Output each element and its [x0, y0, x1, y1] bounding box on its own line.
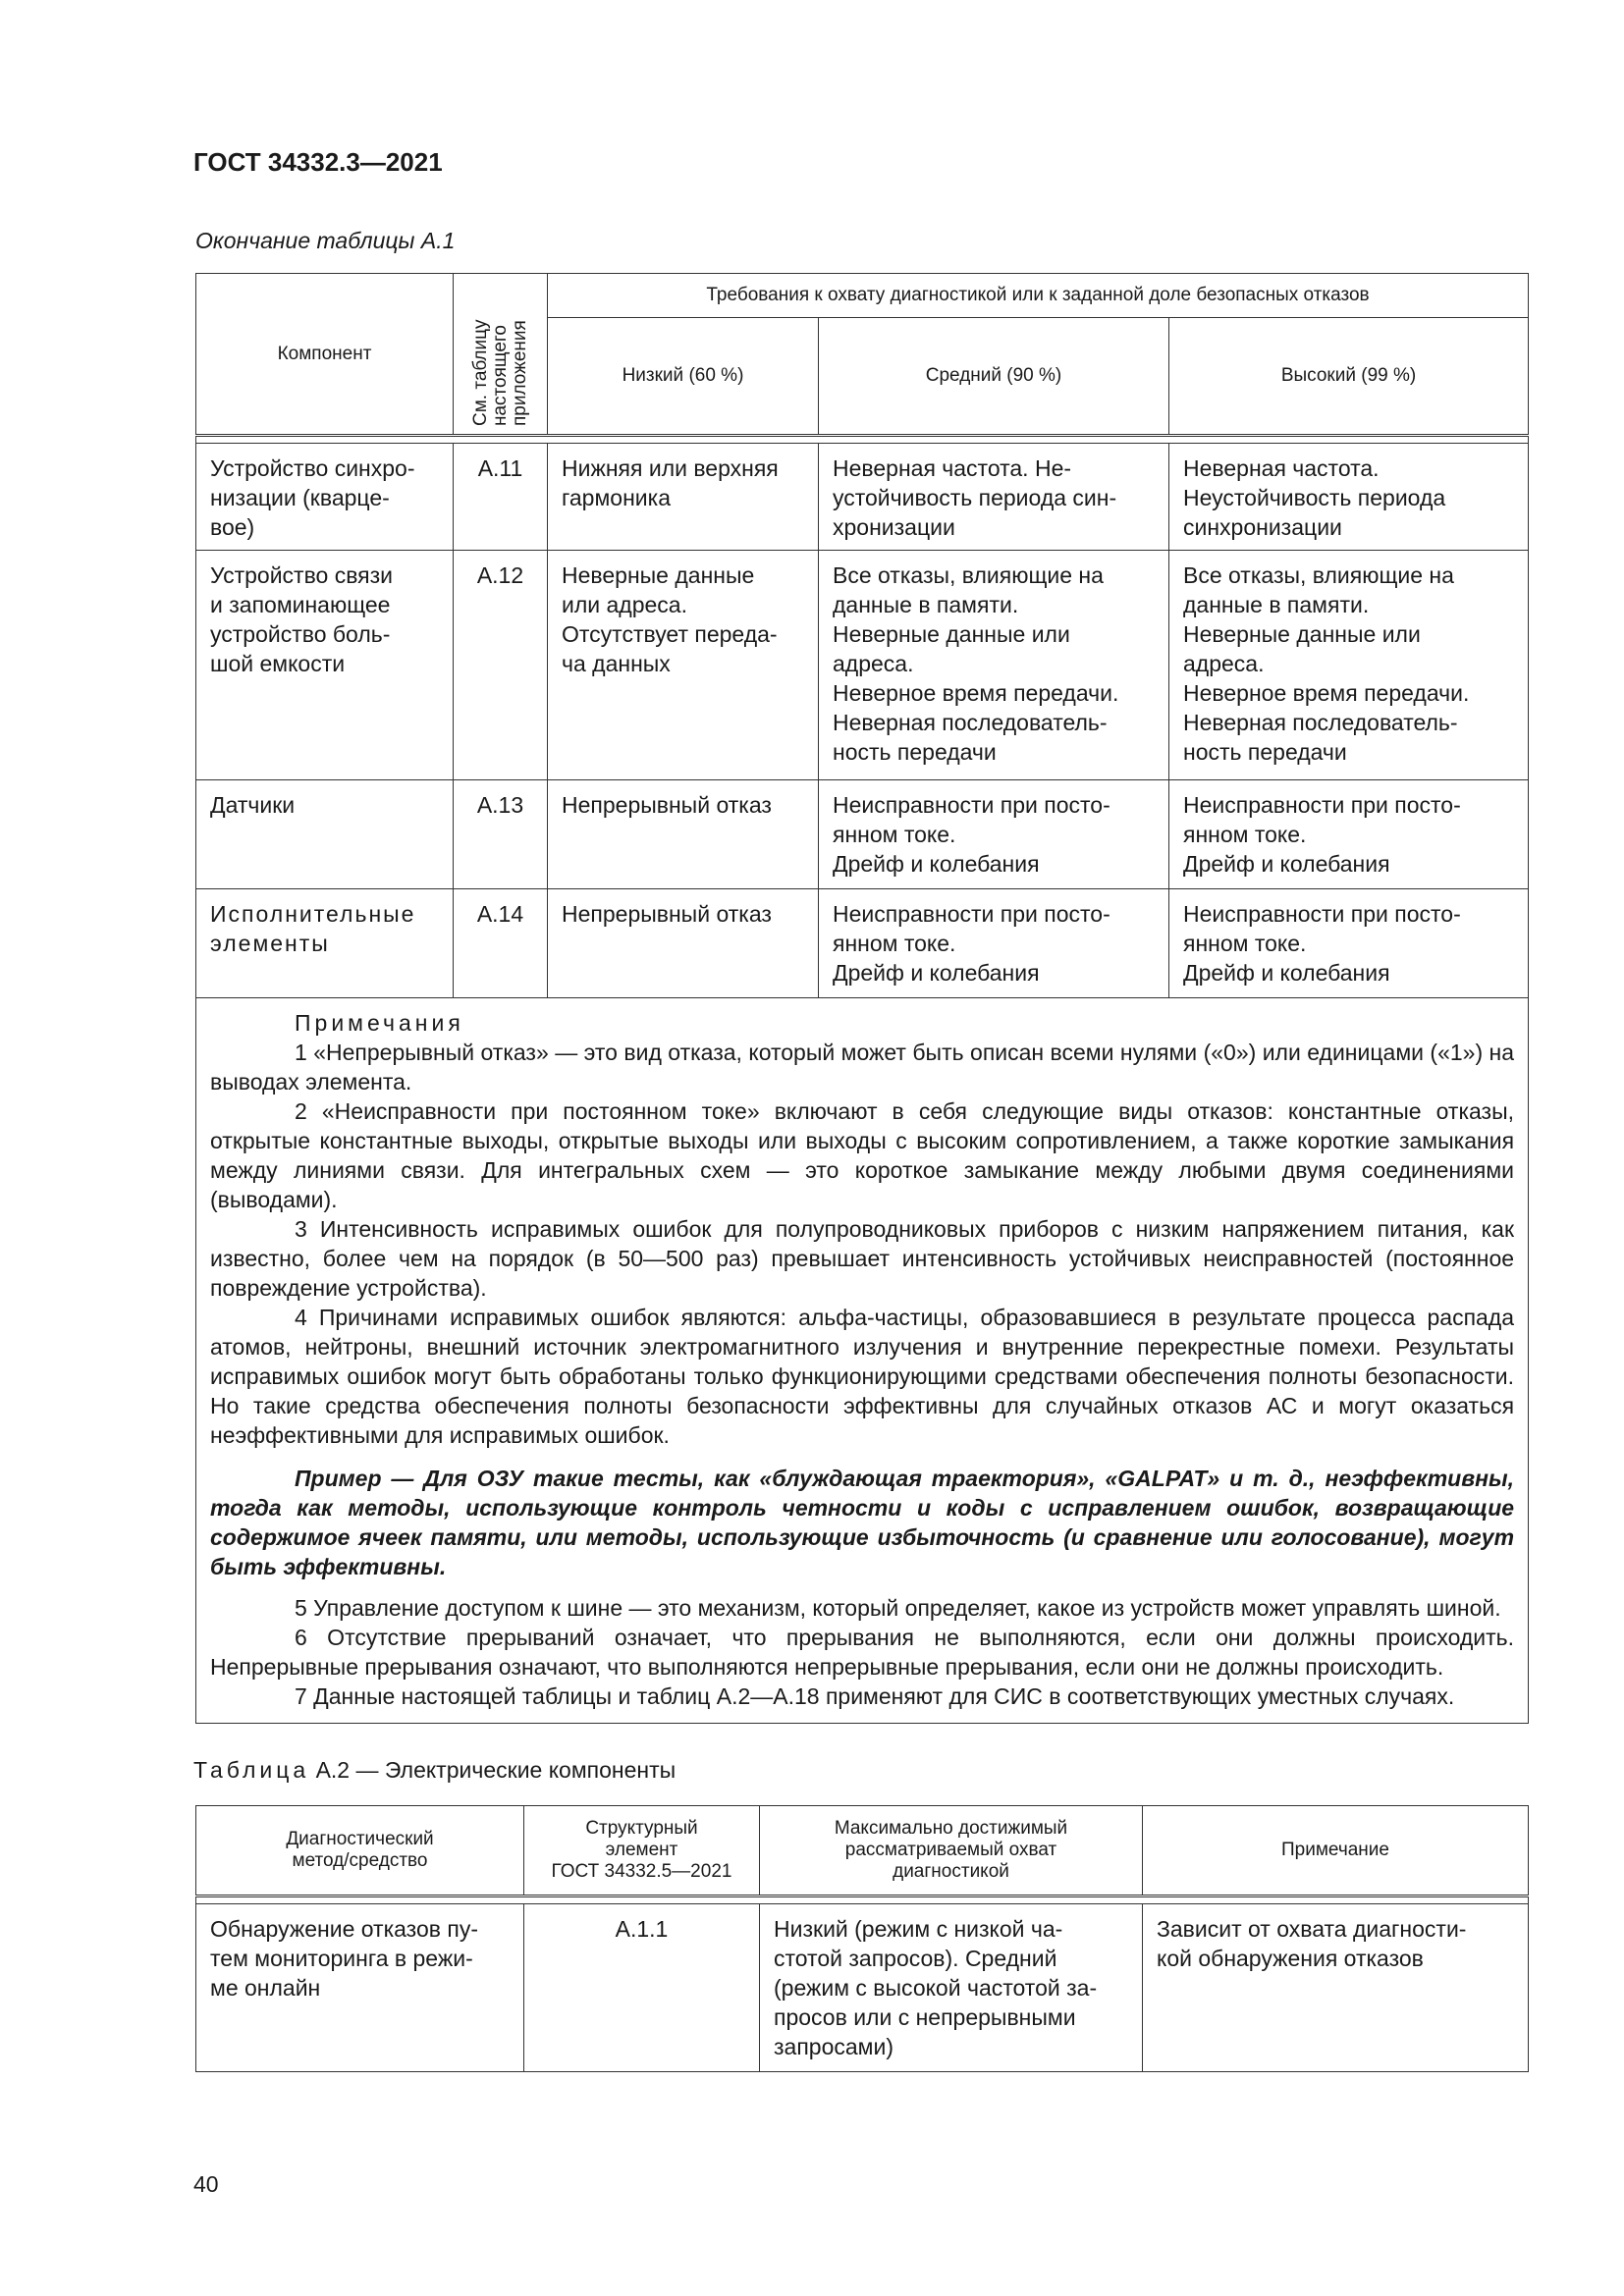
header-method: Диагностический метод/средство	[196, 1806, 524, 1896]
note-7: 7 Данные настоящей таблицы и таблиц А.2—А.18 применяют для СИС в соответствующих уместных случаях.	[295, 1683, 1455, 1709]
note-6: 6 Отсутствие прерываний означает, что прерывания не выполняются, если они должны происходить. Непрерывные прерывания означают, что выполняются непрерывные прерывания, если они не должны происходить.	[210, 1625, 1515, 1680]
cell-mid: Неверная частота. Не- устойчивость периода син- хронизации	[819, 444, 1169, 551]
header-high: Высокий (99 %)	[1169, 318, 1529, 436]
cell-component: Устройство синхро- низации (кварце- вое)	[196, 444, 454, 551]
cell-note: Зависит от охвата диагности- кой обнаружения отказов	[1143, 1904, 1529, 2072]
note-5: 5 Управление доступом к шине — это механизм, который определяет, какое из устройств может управлять шиной.	[295, 1595, 1501, 1621]
header-coverage: Максимально достижимый рассматриваемый охват диагностикой	[760, 1806, 1143, 1896]
cell-component: Исполнительные элементы	[196, 889, 454, 998]
table-a1	[195, 273, 1529, 1724]
document-header: ГОСТ 34332.3—2021	[193, 147, 443, 177]
table-row	[196, 1904, 1529, 2072]
table-a2-caption	[193, 1757, 676, 1784]
header-ref	[454, 274, 548, 436]
note-1: 1 «Непрерывный отказ» — это вид отказа, который может быть описан всеми нулями («0») или единицами («1») на выводах элемента.	[210, 1040, 1515, 1095]
header-note: Примечание	[1143, 1806, 1529, 1896]
cell-low: Неверные данные или адреса. Отсутствует переда- ча данных	[548, 551, 819, 780]
cell-method: Обнаружение отказов пу- тем мониторинга в режи- ме онлайн	[196, 1904, 524, 2072]
header-element: Структурный элемент ГОСТ 34332.5—2021	[524, 1806, 760, 1896]
cell-mid: Все отказы, влияющие на данные в памяти. Неверные данные или адреса. Неверное время передачи. Неверная последователь- ность передачи	[819, 551, 1169, 780]
cell-component: Устройство связи и запоминающее устройство боль- шой емкости	[196, 551, 454, 780]
cell-ref: А.11	[454, 444, 548, 551]
table-row	[196, 444, 1529, 551]
header-component: Компонент	[196, 274, 454, 436]
cell-high: Неверная частота. Неустойчивость периода синхронизации	[1169, 444, 1529, 551]
note-example: Пример — Для ОЗУ такие тесты, как «блуждающая траектория», «GALPAT» и т. д., неэффективны, тогда как методы, использующие контроль четности и коды с исправлением ошибок, возвращающие содержимое ячеек памяти, или методы, использующие избыточность (и сравнение или голосование), могут быть эффективны.	[210, 1466, 1515, 1579]
cell-high: Неисправности при посто- янном токе. Дрейф и колебания	[1169, 889, 1529, 998]
header-ref-text: См. таблицу настоящего приложения	[469, 318, 530, 426]
cell-element: А.1.1	[524, 1904, 760, 2072]
cell-ref: А.12	[454, 551, 548, 780]
table-a2	[195, 1805, 1529, 2072]
table-row	[196, 551, 1529, 780]
table-a2-caption-label: Таблица	[193, 1757, 310, 1783]
header-mid: Средний (90 %)	[819, 318, 1169, 436]
cell-mid: Неисправности при посто- янном токе. Дрейф и колебания	[819, 780, 1169, 889]
cell-ref: А.14	[454, 889, 548, 998]
cell-low: Нижняя или верхняя гармоника	[548, 444, 819, 551]
note-3: 3 Интенсивность исправимых ошибок для полупроводниковых приборов с низким напряжением питания, как известно, более чем на порядок (в 50—500 раз) превышает интенсивность устойчивых неисправностей (постоянное повреждение устройства).	[210, 1216, 1515, 1301]
table-a2-caption-text: А.2 — Электрические компоненты	[315, 1757, 677, 1783]
note-2: 2 «Неисправности при постоянном токе» включают в себя следующие виды отказов: константные отказы, открытые константные выходы, открытые выходы или выходы с высоким сопротивлением, а также короткие замыкания между линиями связи. Для интегральных схем — это короткое замыкание между любыми двумя соединениями (выводами).	[210, 1098, 1515, 1212]
cell-low: Непрерывный отказ	[548, 780, 819, 889]
table-notes	[196, 998, 1529, 1724]
cell-mid: Неисправности при посто- янном токе. Дрейф и колебания	[819, 889, 1169, 998]
cell-ref: А.13	[454, 780, 548, 889]
cell-high: Все отказы, влияющие на данные в памяти. Неверные данные или адреса. Неверное время передачи. Неверная последователь- ность передачи	[1169, 551, 1529, 780]
cell-component: Датчики	[196, 780, 454, 889]
header-low: Низкий (60 %)	[548, 318, 819, 436]
header-group: Требования к охвату диагностикой или к заданной доле безопасных отказов	[548, 274, 1529, 318]
table-row	[196, 889, 1529, 998]
cell-coverage: Низкий (режим с низкой ча- стотой запросов). Средний (режим с высокой частотой за- просов или с непрерывными запросами)	[760, 1904, 1143, 2072]
notes-title: Примечания	[295, 1010, 464, 1036]
table-row	[196, 780, 1529, 889]
table-continuation-caption: Окончание таблицы А.1	[195, 228, 456, 253]
cell-low: Непрерывный отказ	[548, 889, 819, 998]
page-number: 40	[193, 2171, 219, 2197]
cell-high: Неисправности при посто- янном токе. Дрейф и колебания	[1169, 780, 1529, 889]
note-4: 4 Причинами исправимых ошибок являются: альфа-частицы, образовавшиеся в результате процесса распада атомов, нейтроны, внешний источник электромагнитного излучения и внутренние перекрестные помехи. Результаты исправимых ошибок могут быть обработаны только функционирующими средствами обеспечения полноты безопасности. Но такие средства обеспечения полноты безопасности эффективны для случайных отказов АС и могут оказаться неэффективными для исправимых ошибок.	[210, 1305, 1515, 1448]
